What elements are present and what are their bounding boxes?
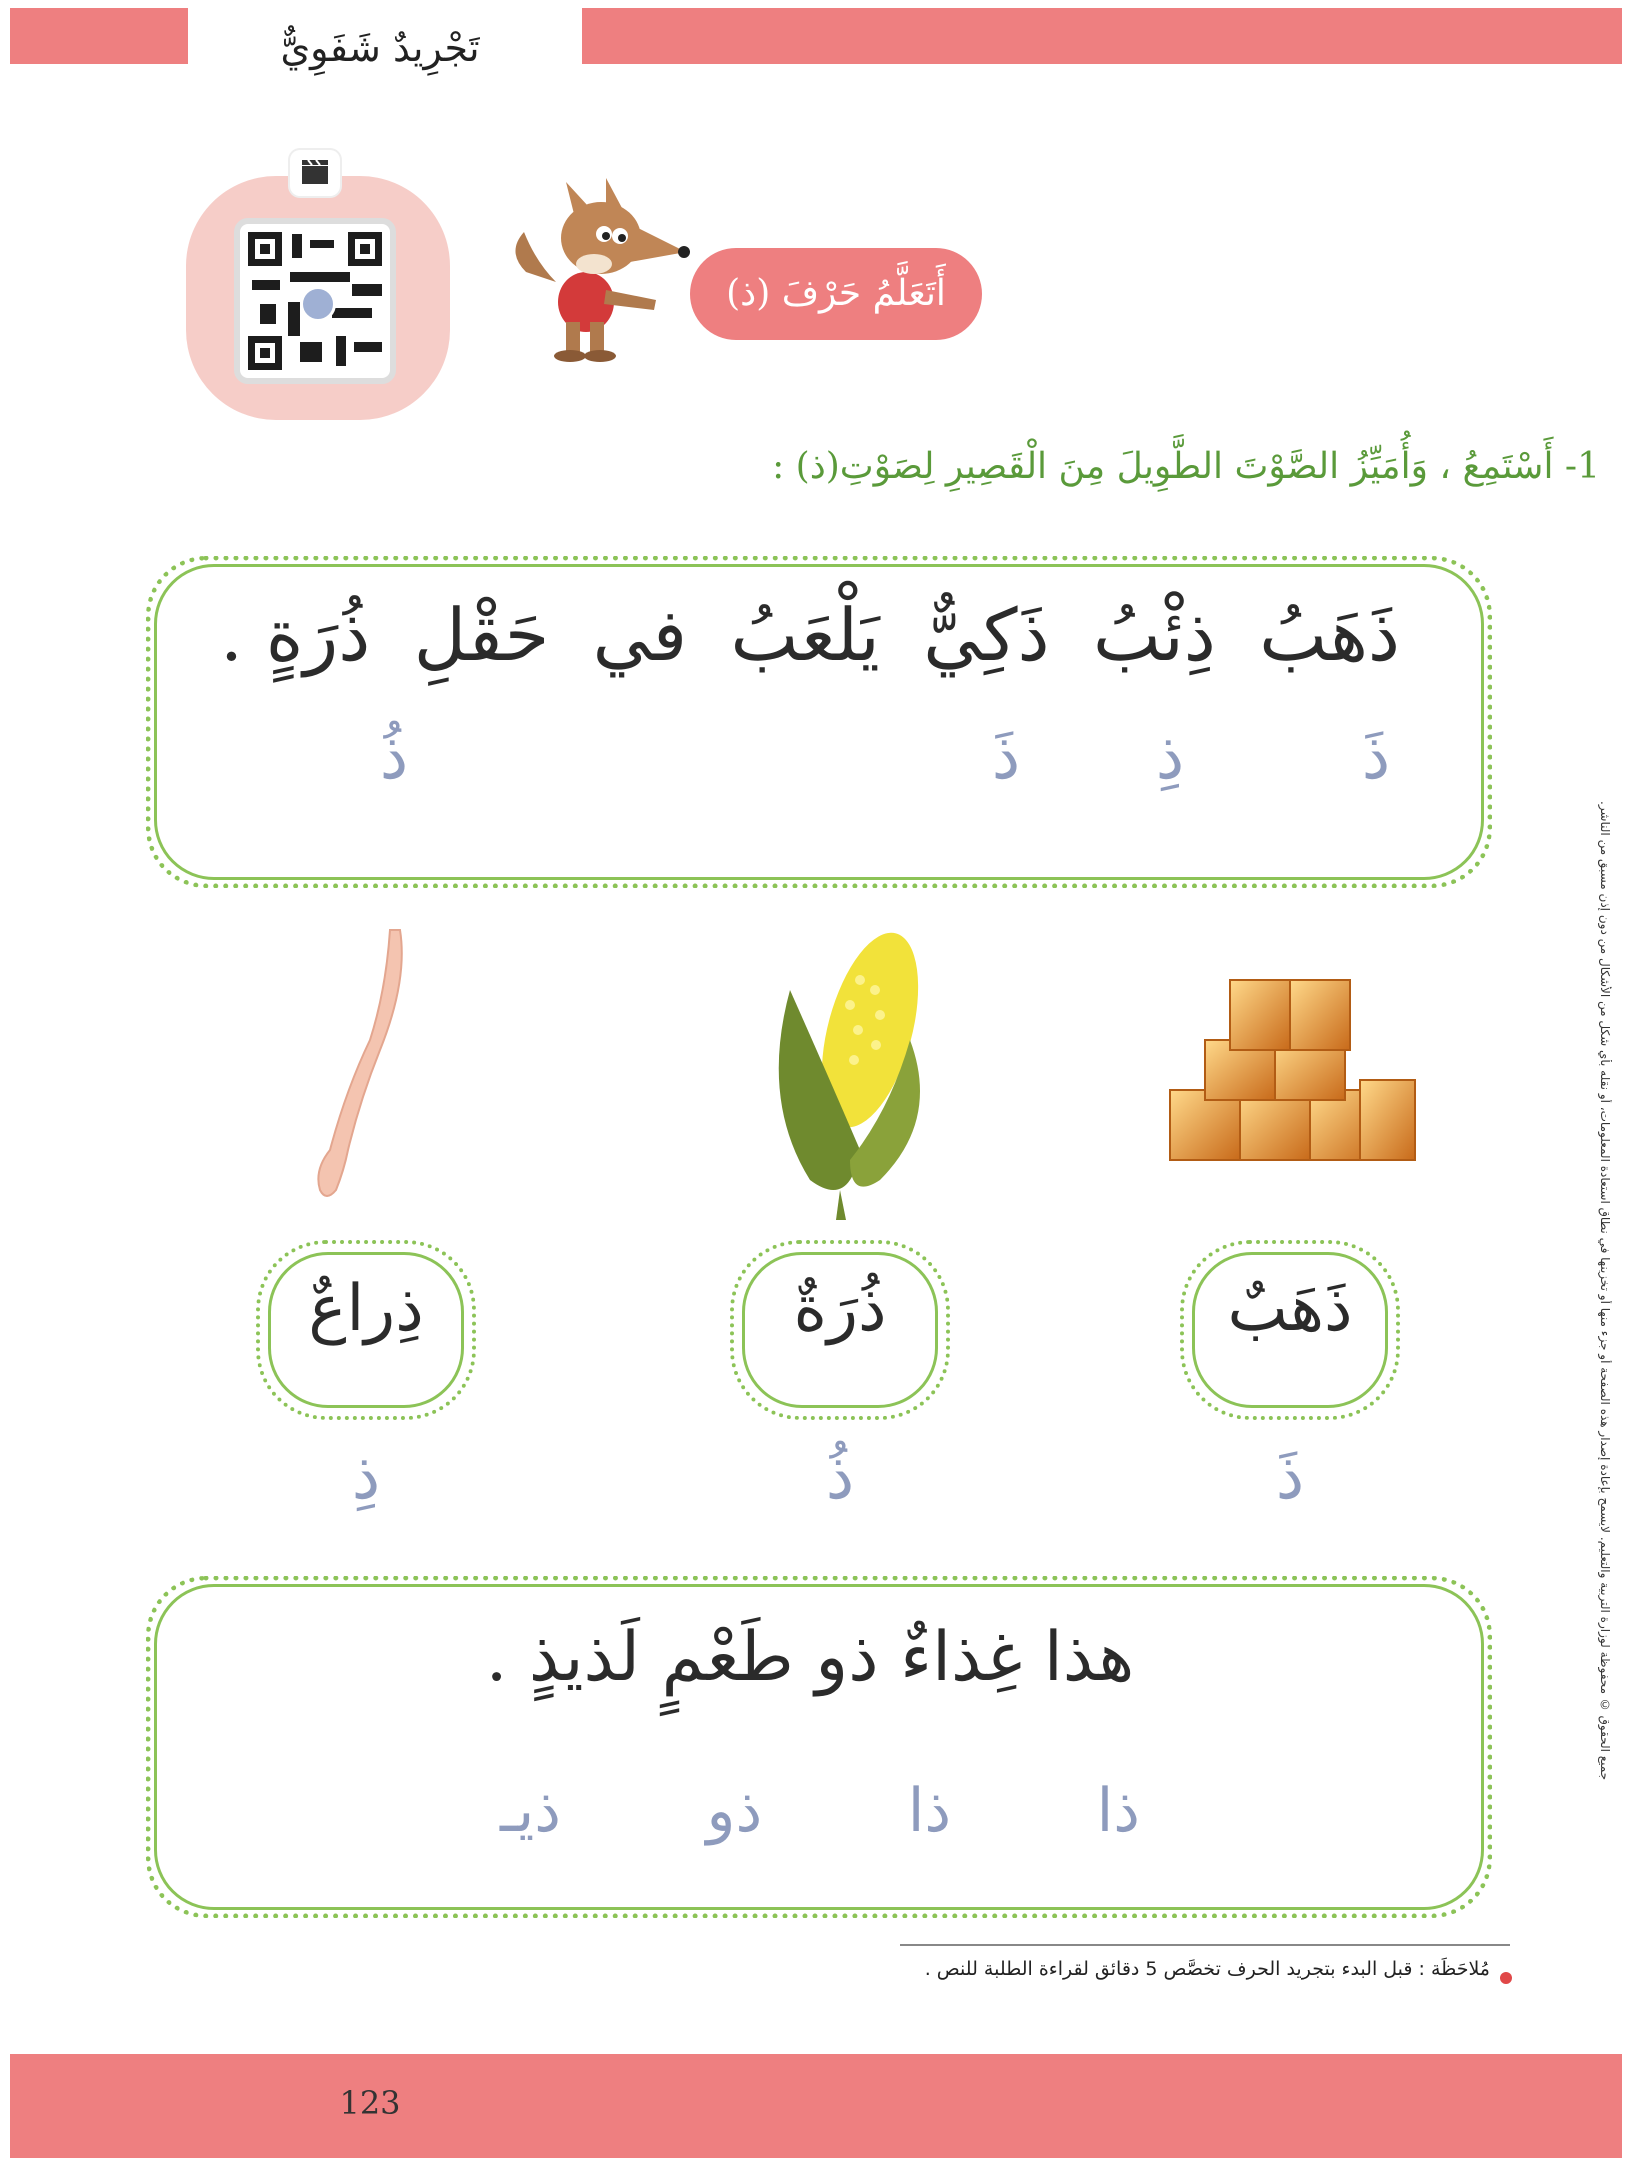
word-yalab: يَلْعَبُ [730,593,880,677]
word-haqli: حَقْلِ [413,593,550,677]
qr-code[interactable] [234,218,396,384]
word-card-2-text: ذُرَةٌ [793,1272,887,1346]
copyright-side-text: جميع الحقوق © محفوظة لوزارة التربية والتعليم. لايسمح بإعادة إصدار هذه الصفحة أو جزء منها أو تخزينها في نطاق استعادة المعلومات، أو نقله بأي شكل من الأشكال من دون إذن مسبق من الناشر. [1598,800,1612,1780]
word-card-3-text: ذِراعٌ [308,1272,424,1346]
word-dhurah: ذُرَةٍ . [220,593,371,677]
note-text: مُلاحَظَة : قبل البدء بتجريد الحرف تخصَّص 5 دقائق لقراءة الطلبة للنص . [924,1958,1490,1980]
note-bullet-icon [1500,1972,1512,1984]
letter-dha-1: ذا [1096,1776,1140,1846]
sentence-2: هذا غِذاءٌ ذو طَعْمٍ لَذيذٍ . [485,1618,1135,1697]
wolf-character-image [506,172,692,362]
header-band-right [582,8,1622,64]
word-dhi-b: ذِئْبُ [1093,593,1216,677]
word-fi: في [592,593,688,677]
clapperboard-icon [290,150,340,196]
corn-image [750,920,950,1220]
letter-4: ذُ [379,720,409,794]
arm-image [290,920,430,1210]
word-dhaki: ذَكِيٌّ [923,593,1050,677]
lesson-title-pill: أَتَعَلَّمُ حَرْفَ (ذ) [690,248,982,340]
card-letter-3: ذِ [351,1440,381,1514]
card-letter-1: ذَ [1275,1440,1305,1514]
letter-dhi: ذيـ [500,1776,562,1846]
letter-3: ذَ [991,720,1021,794]
instruction-text: 1- أَسْتَمِعُ ، وَأُمَيِّزُ الصَّوْتَ الطَّوِيلَ مِنَ الْقَصِيرِ لِصَوْتِ(ذ) : [772,446,1600,487]
header-band-left [10,8,188,64]
card-letter-2: ذُ [825,1440,855,1514]
sentence-2-letters [500,1776,1140,1876]
footer-band [10,2054,1622,2158]
word-dhahaba: ذَهَبُ [1259,593,1400,677]
sentence-1 [220,580,1400,690]
page-number: 123 [339,2084,401,2122]
page-header-title: تَجْرِيدٌ شَفَوِيٌّ [280,26,480,70]
letter-1: ذَ [1361,720,1391,794]
letter-dha-2: ذا [907,1776,952,1846]
note-divider [900,1944,1510,1946]
gold-bars-image [1160,940,1430,1190]
letter-2: ذِ [1155,720,1185,794]
word-card-1-text: ذَهَبٌ [1227,1272,1353,1346]
letter-dhu: ذو [706,1776,763,1846]
